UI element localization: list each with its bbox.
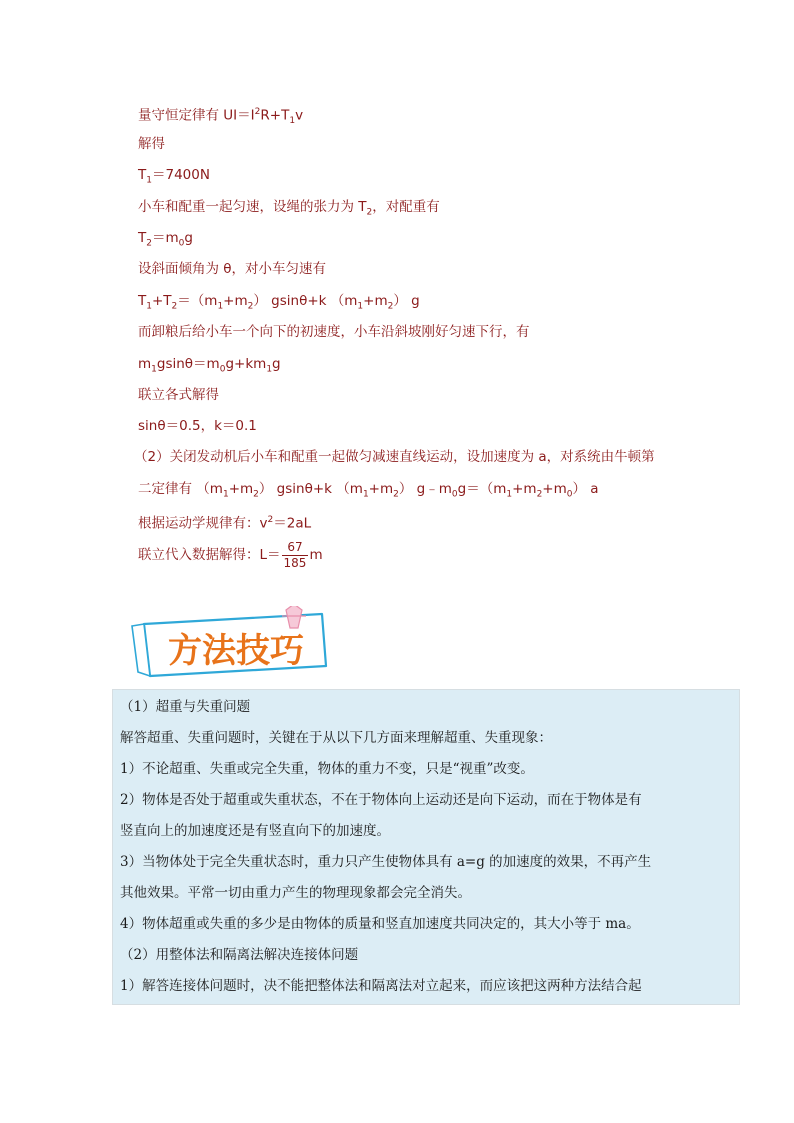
text: ＝2aL: [273, 515, 312, 532]
text: 根据运动学规律有：v: [138, 515, 268, 532]
sub: 2: [387, 301, 394, 312]
sup: 2: [267, 515, 274, 525]
text: 量守恒定律有 UI＝I: [138, 107, 255, 124]
tip-line: 1）不论超重、失重或完全失重，物体的重力不变，只是“视重”改变。: [120, 761, 534, 777]
sub: 2: [146, 238, 152, 249]
tip-line: 4）物体超重或失重的多少是由物体的质量和竖直加速度共同决定的，其大小等于 ma。: [120, 916, 640, 932]
tip-line: 2）物体是否处于超重或失重状态，不在于物体向上运动还是向下运动，而在于物体是有: [120, 792, 642, 808]
solution-line-8: [138, 322, 530, 342]
text: g＝（m: [457, 481, 507, 497]
solution-line-1: [138, 102, 303, 131]
solution-line-5: [138, 228, 193, 254]
text: T: [138, 230, 147, 246]
banner-graphic: [126, 606, 336, 686]
solution-line-11: [138, 416, 257, 436]
text: +m: [228, 481, 254, 497]
text: m: [138, 356, 152, 372]
banner-title: 方法技巧: [168, 631, 304, 671]
sub: 2: [536, 489, 543, 500]
text: ，对配重有: [372, 199, 440, 215]
solution-line-13: [138, 479, 599, 505]
text: 小车和配重一起匀速，设绳的张力为 T: [138, 199, 367, 215]
text: gsinθ＝m: [156, 356, 220, 372]
text: ） a: [572, 481, 599, 497]
sub: 2: [366, 207, 373, 218]
text: ＝（m: [177, 293, 218, 309]
sub: 1: [151, 364, 157, 375]
fraction: [282, 540, 309, 571]
text: g+km: [225, 356, 267, 372]
solution-line-10: [138, 385, 219, 405]
sub: 1: [266, 364, 273, 375]
unit: m: [309, 547, 323, 563]
sub: 1: [146, 301, 152, 312]
sub: 2: [253, 489, 259, 500]
text: ） g﹣m: [398, 481, 452, 497]
text: v: [295, 107, 304, 124]
text: ） gsinθ+k （m: [253, 293, 358, 309]
method-tips-banner: [126, 606, 336, 686]
text: +m: [223, 293, 248, 309]
text: ＝7400N: [151, 167, 210, 183]
sub: 1: [222, 489, 229, 500]
sub: 1: [289, 116, 296, 127]
text: （2）关闭发动机后小车和配重一起做匀减速直线运动，设加速度为 a，对系统由牛顿第: [134, 449, 655, 465]
sub: 2: [393, 489, 399, 500]
text: 联立各式解得: [138, 387, 219, 403]
text: R+T: [260, 107, 290, 124]
sub: 0: [451, 489, 458, 500]
tip-line: 3）当物体处于完全失重状态时，重力只产生使物体具有 a=g 的加速度的效果，不再产生: [120, 854, 652, 870]
solution-line-9: [138, 354, 281, 380]
text: g: [184, 230, 193, 246]
text: 而卸粮后给小车一个向下的初速度，小车沿斜坡刚好匀速下行，有: [138, 324, 530, 340]
text: +m: [542, 481, 567, 497]
tip-line: 竖直向上的加速度还是有竖直向下的加速度。: [120, 823, 390, 839]
text: sinθ＝0.5，k＝0.1: [138, 418, 257, 434]
tip-line: 解答超重、失重问题时，关键在于从以下几方面来理解超重、失重现象：: [120, 730, 552, 746]
fraction-denominator: 185: [283, 555, 307, 570]
sup: 2: [254, 107, 261, 117]
sub: 2: [171, 301, 178, 312]
sub: 2: [247, 301, 254, 312]
sub: 1: [146, 175, 152, 186]
tip-line: 1）解答连接体问题时，决不能把整体法和隔离法对立起来，而应该把这两种方法结合起: [120, 978, 642, 994]
solution-line-2: [138, 134, 165, 154]
text: +T: [151, 293, 172, 309]
text: g: [272, 356, 281, 372]
sub: 1: [362, 489, 369, 500]
tips-box: [112, 689, 740, 1005]
text: ） g: [393, 293, 420, 309]
solution-line-12: [134, 447, 655, 467]
sub: 0: [178, 238, 185, 249]
sub: 0: [219, 364, 226, 375]
text: 联立代入数据解得：L＝: [138, 547, 281, 563]
solution-line-7: [138, 291, 420, 317]
sub: 0: [566, 489, 573, 500]
sub: 1: [217, 301, 224, 312]
text: +m: [363, 293, 388, 309]
tip-line: （1）超重与失重问题: [120, 699, 251, 715]
sub: 1: [506, 489, 513, 500]
text: T: [138, 293, 147, 309]
text: +m: [512, 481, 537, 497]
fraction-numerator: 67: [282, 540, 309, 556]
text: 解得: [138, 136, 165, 152]
text: +m: [368, 481, 394, 497]
tip-line: （2）用整体法和隔离法解决连接体问题: [120, 947, 359, 963]
sub: 1: [357, 301, 364, 312]
text: 二定律有 （m: [138, 481, 223, 497]
tip-line: 其他效果。平常一切由重力产生的物理现象都会完全消失。: [120, 885, 471, 901]
solution-line-6: [138, 259, 326, 279]
solution-line-14: [138, 510, 311, 534]
text: ＝m: [151, 230, 179, 246]
solution-line-4: [138, 197, 440, 223]
text: T: [138, 167, 147, 183]
solution-line-15: [138, 538, 323, 572]
text: 设斜面倾角为 θ，对小车匀速有: [138, 261, 327, 277]
text: ） gsinθ+k （m: [258, 481, 363, 497]
solution-line-3: [138, 165, 210, 191]
